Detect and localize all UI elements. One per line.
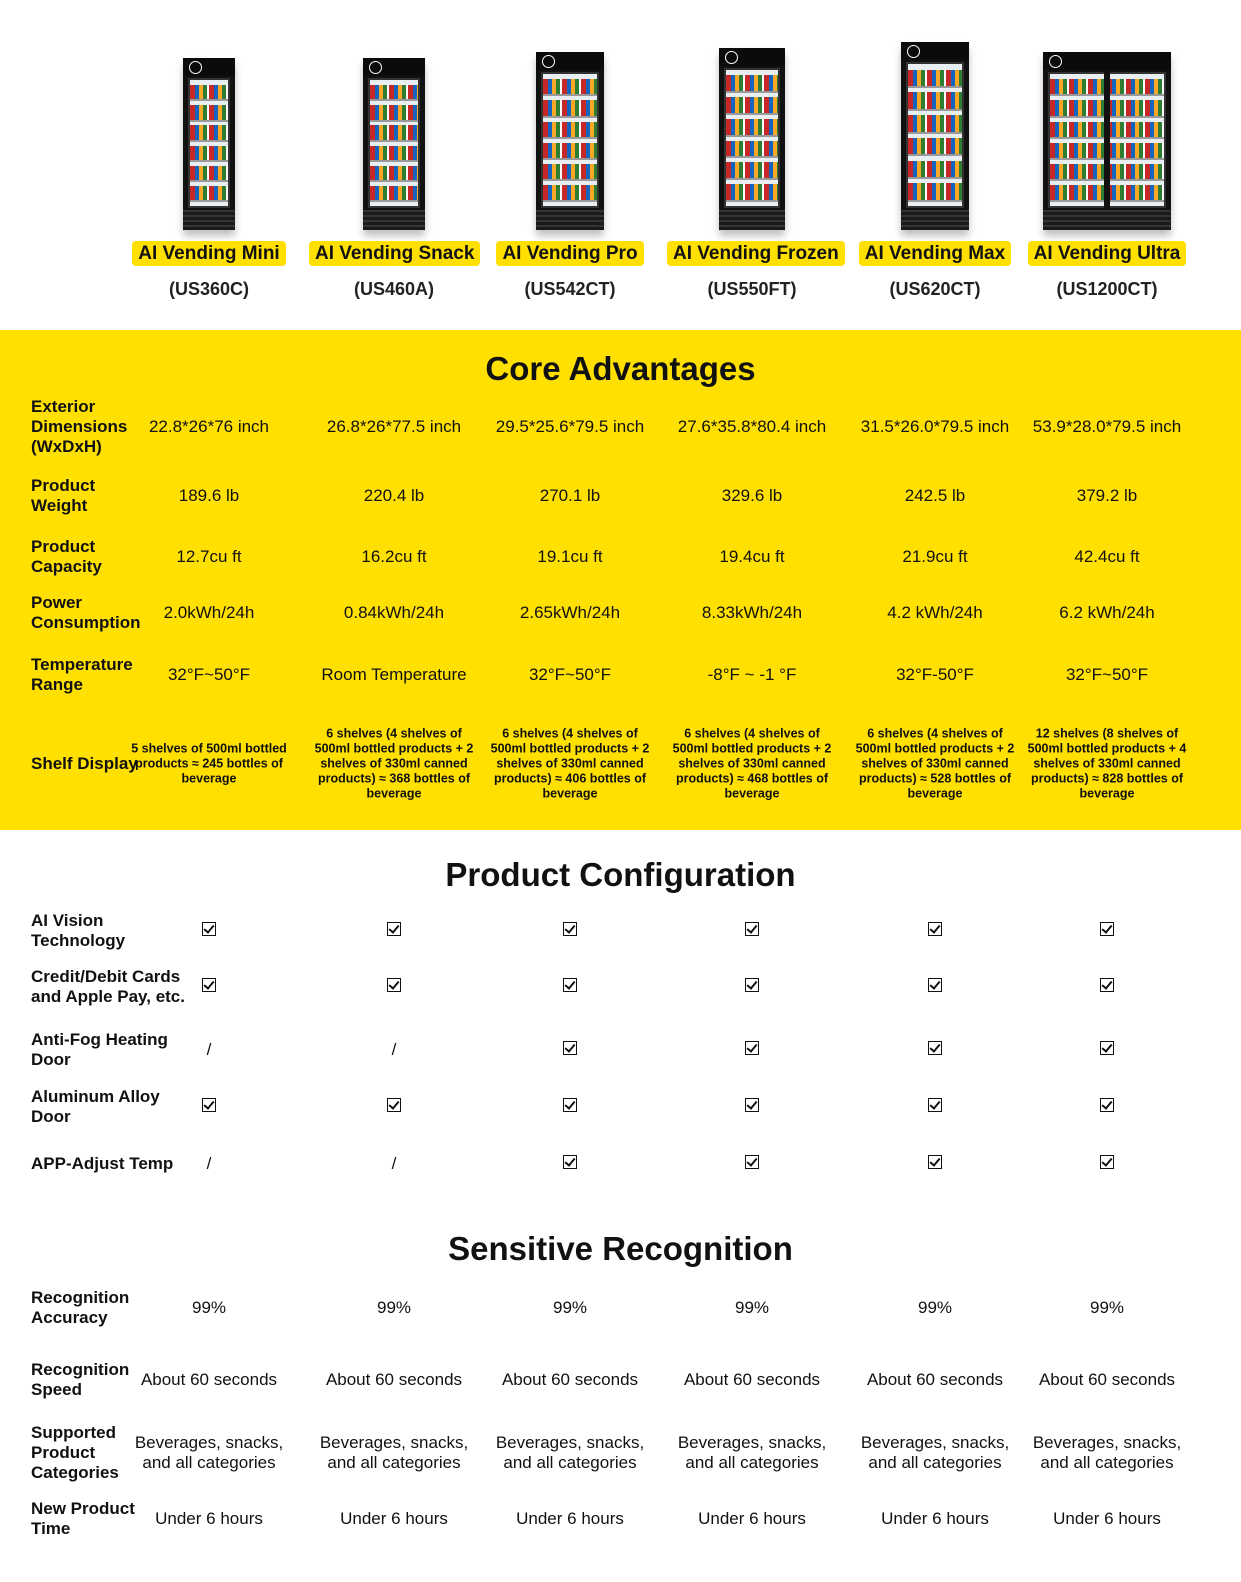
shelf-row — [908, 138, 962, 156]
table-cell: Beverages, snacks, and all categories — [1032, 1433, 1182, 1472]
checkbox-checked-icon — [563, 978, 577, 992]
table-cell: 26.8*26*77.5 inch — [326, 417, 462, 436]
checkbox-checked-icon — [387, 1098, 401, 1112]
shelf-row — [370, 186, 418, 202]
checkbox-checked-icon — [202, 978, 216, 992]
table-cell: 0.84kWh/24h — [343, 603, 445, 622]
shelf-row — [370, 105, 418, 121]
table-cell: 189.6 lb — [178, 486, 240, 505]
checkbox-checked-icon — [928, 1155, 942, 1169]
not-available-value: / — [206, 1040, 212, 1059]
product-name — [850, 243, 1020, 265]
table-cell: Under 6 hours — [155, 1509, 263, 1528]
vending-machine-image — [1043, 52, 1171, 230]
machine-base-vent — [536, 210, 604, 230]
table-cell — [667, 1040, 837, 1060]
vending-machine-image — [183, 58, 235, 230]
shelf-row — [370, 166, 418, 182]
product-configuration-title: Product Configuration — [445, 856, 796, 893]
glass-door — [724, 68, 780, 208]
row-label: Product Capacity — [31, 537, 102, 576]
door-divider — [1104, 72, 1110, 208]
shelf-row — [908, 70, 962, 88]
table-cell: Beverages, snacks, and all categories — [319, 1433, 469, 1472]
table-cell — [667, 1154, 837, 1174]
table-cell: 21.9cu ft — [902, 547, 968, 566]
table-cell: 22.8*26*76 inch — [148, 417, 270, 436]
brand-logo-icon — [189, 61, 202, 74]
product-image — [124, 30, 294, 230]
table-cell: 99% — [376, 1298, 412, 1317]
product-name — [667, 243, 837, 265]
table-cell: 99% — [552, 1298, 588, 1317]
table-cell — [309, 1154, 479, 1174]
shelf-row — [543, 100, 597, 117]
shelf-row — [543, 164, 597, 181]
table-cell: About 60 seconds — [1038, 1370, 1176, 1389]
table-cell: 2.65kWh/24h — [519, 603, 621, 622]
table-cell: 220.4 lb — [363, 486, 425, 505]
table-cell — [309, 1040, 479, 1060]
vending-machine-image — [363, 58, 425, 230]
table-cell — [124, 1154, 294, 1174]
glass-door — [541, 72, 599, 208]
shelf-row — [370, 125, 418, 141]
table-cell: 12.7cu ft — [176, 547, 242, 566]
shelf-row — [543, 143, 597, 160]
table-cell: About 60 seconds — [866, 1370, 1004, 1389]
row-label: Aluminum Alloy Door — [31, 1087, 160, 1126]
product-configuration-section — [0, 830, 1241, 1200]
checkbox-checked-icon — [745, 1155, 759, 1169]
core-advantages-title: Core Advantages — [485, 350, 756, 387]
checkbox-checked-icon — [928, 978, 942, 992]
shelf-row — [726, 75, 778, 93]
table-cell — [1022, 1097, 1192, 1117]
product-header — [0, 0, 1241, 330]
table-cell — [485, 1154, 655, 1174]
shelf-row — [543, 122, 597, 139]
vending-machine-image — [536, 52, 604, 230]
table-cell: 29.5*25.6*79.5 inch — [495, 417, 645, 436]
table-cell — [124, 977, 294, 997]
shelf-row — [190, 85, 228, 101]
table-cell: Under 6 hours — [340, 1509, 448, 1528]
product-model: (US1200CT) — [1056, 279, 1158, 299]
table-cell: 16.2cu ft — [361, 547, 427, 566]
product-model: (US542CT) — [524, 279, 616, 299]
table-cell: 42.4cu ft — [1074, 547, 1140, 566]
checkbox-checked-icon — [563, 1155, 577, 1169]
table-cell — [124, 1040, 294, 1060]
table-cell: 12 shelves (8 shelves of 500ml bottled products + 4 shelves of 330ml canned products) ≈ 828 bottles of beverage — [1027, 726, 1187, 801]
shelf-row — [370, 146, 418, 162]
checkbox-checked-icon — [745, 922, 759, 936]
table-cell: Room Temperature — [321, 665, 467, 684]
table-cell: 99% — [191, 1298, 227, 1317]
table-cell: 99% — [734, 1298, 770, 1317]
table-cell: Under 6 hours — [881, 1509, 989, 1528]
glass-door — [188, 78, 230, 208]
vending-machine-image — [901, 42, 969, 230]
row-label: Credit/Debit Cards and Apple Pay, etc. — [31, 967, 185, 1006]
table-cell: 32°F-50°F — [896, 665, 974, 684]
table-cell: Beverages, snacks, and all categories — [134, 1433, 284, 1472]
checkbox-checked-icon — [563, 922, 577, 936]
glass-door — [906, 62, 964, 208]
row-label: Exterior Dimensions (WxDxH) — [31, 397, 128, 456]
shelf-row — [726, 184, 778, 202]
table-cell — [309, 1097, 479, 1117]
product-name-label: AI Vending Mini — [132, 241, 285, 266]
row-label: Power Consumption — [31, 593, 141, 632]
row-label: New Product Time — [31, 1499, 135, 1538]
table-cell: 32°F~50°F — [167, 665, 251, 684]
checkbox-checked-icon — [745, 978, 759, 992]
machine-base-vent — [363, 210, 425, 230]
vending-machine-image — [719, 48, 785, 230]
table-cell: 2.0kWh/24h — [163, 603, 255, 622]
shelf-row — [543, 185, 597, 202]
machine-base-vent — [183, 210, 235, 230]
table-cell: 242.5 lb — [904, 486, 966, 505]
table-cell — [485, 1040, 655, 1060]
table-cell: 31.5*26.0*79.5 inch — [860, 417, 1010, 436]
table-cell: 6.2 kWh/24h — [1059, 603, 1155, 622]
row-label: Supported Product Categories — [31, 1423, 119, 1482]
product-name-label: AI Vending Snack — [309, 241, 480, 266]
checkbox-checked-icon — [1100, 1098, 1114, 1112]
table-cell: 6 shelves (4 shelves of 500ml bottled products + 2 shelves of 330ml canned products) ≈ 528 bottles of beverage — [855, 726, 1015, 801]
shelf-row — [190, 186, 228, 202]
brand-logo-icon — [725, 51, 738, 64]
shelf-row — [190, 125, 228, 141]
table-cell: About 60 seconds — [683, 1370, 821, 1389]
table-cell: 19.1cu ft — [537, 547, 603, 566]
product-name-label: AI Vending Frozen — [667, 241, 845, 266]
shelf-row — [726, 141, 778, 159]
brand-logo-icon — [1049, 55, 1062, 68]
product-model: (US550FT) — [707, 279, 797, 299]
machine-top-panel — [1043, 52, 1171, 70]
shelf-row — [908, 92, 962, 110]
table-cell — [124, 1097, 294, 1117]
table-cell — [1022, 977, 1192, 997]
table-cell: 329.6 lb — [721, 486, 783, 505]
table-cell — [667, 1097, 837, 1117]
checkbox-checked-icon — [1100, 1041, 1114, 1055]
table-cell: Under 6 hours — [1053, 1509, 1161, 1528]
shelf-row — [190, 166, 228, 182]
shelf-row — [908, 115, 962, 133]
checkbox-checked-icon — [1100, 978, 1114, 992]
not-available-value: / — [391, 1040, 397, 1059]
shelf-row — [726, 97, 778, 115]
checkbox-checked-icon — [745, 1041, 759, 1055]
product-image — [1022, 30, 1192, 230]
checkbox-checked-icon — [1100, 1155, 1114, 1169]
table-cell — [485, 921, 655, 941]
table-cell: About 60 seconds — [140, 1370, 278, 1389]
table-cell — [850, 1097, 1020, 1117]
shelf-row — [726, 119, 778, 137]
table-cell: 270.1 lb — [539, 486, 601, 505]
shelf-row — [370, 85, 418, 101]
checkbox-checked-icon — [202, 922, 216, 936]
brand-logo-icon — [369, 61, 382, 74]
row-label: AI Vision Technology — [31, 911, 126, 950]
table-cell: 32°F~50°F — [528, 665, 612, 684]
checkbox-checked-icon — [928, 922, 942, 936]
row-label: Recognition Speed — [31, 1360, 130, 1399]
product-column — [124, 0, 294, 330]
checkbox-checked-icon — [387, 922, 401, 936]
product-column — [309, 0, 479, 330]
machine-base-vent — [719, 210, 785, 230]
product-column — [1022, 0, 1192, 330]
row-label: Recognition Accuracy — [31, 1288, 130, 1327]
checkbox-checked-icon — [1100, 922, 1114, 936]
table-cell: Beverages, snacks, and all categories — [677, 1433, 827, 1472]
product-column — [850, 0, 1020, 330]
table-cell — [485, 1097, 655, 1117]
product-model: (US360C) — [168, 279, 250, 299]
table-cell — [667, 921, 837, 941]
product-image — [850, 30, 1020, 230]
table-cell — [850, 1040, 1020, 1060]
shelf-row — [908, 183, 962, 201]
table-cell — [309, 921, 479, 941]
shelf-row — [726, 162, 778, 180]
not-available-value: / — [391, 1154, 397, 1173]
product-model: (US460A) — [353, 279, 435, 299]
checkbox-checked-icon — [563, 1098, 577, 1112]
shelf-row — [190, 105, 228, 121]
product-column — [667, 0, 837, 330]
checkbox-checked-icon — [563, 1041, 577, 1055]
shelf-row — [908, 161, 962, 179]
product-name — [485, 243, 655, 265]
product-name — [1022, 243, 1192, 265]
checkbox-checked-icon — [928, 1041, 942, 1055]
checkbox-checked-icon — [745, 1098, 759, 1112]
row-label: APP-Adjust Temp — [31, 1154, 174, 1173]
product-name — [309, 243, 479, 265]
table-cell: 99% — [917, 1298, 953, 1317]
table-cell — [850, 1154, 1020, 1174]
table-cell: -8°F ~ -1 °F — [707, 665, 797, 684]
core-advantages-section — [0, 330, 1241, 830]
table-cell: 4.2 kWh/24h — [887, 603, 983, 622]
product-image — [309, 30, 479, 230]
table-cell — [1022, 1040, 1192, 1060]
product-name-label: AI Vending Max — [859, 241, 1011, 266]
table-cell — [124, 921, 294, 941]
table-cell — [850, 977, 1020, 997]
machine-base-vent — [1043, 210, 1171, 230]
product-image — [667, 30, 837, 230]
table-cell: Under 6 hours — [698, 1509, 806, 1528]
table-cell: Beverages, snacks, and all categories — [495, 1433, 645, 1472]
table-cell: 5 shelves of 500ml bottled products ≈ 245 bottles of beverage — [131, 741, 287, 786]
table-cell — [850, 921, 1020, 941]
table-cell: Beverages, snacks, and all categories — [860, 1433, 1010, 1472]
row-label: Anti-Fog Heating Door — [31, 1030, 168, 1069]
table-cell: 27.6*35.8*80.4 inch — [677, 417, 827, 436]
sensitive-recognition-section — [0, 1200, 1241, 1582]
product-column — [485, 0, 655, 330]
table-cell: 6 shelves (4 shelves of 500ml bottled products + 2 shelves of 330ml canned products) ≈ 406 bottles of beverage — [490, 726, 650, 801]
sensitive-recognition-title: Sensitive Recognition — [448, 1230, 793, 1267]
not-available-value: / — [206, 1154, 212, 1173]
table-cell: 8.33kWh/24h — [701, 603, 803, 622]
table-cell — [667, 977, 837, 997]
table-cell: About 60 seconds — [501, 1370, 639, 1389]
table-cell: 6 shelves (4 shelves of 500ml bottled products + 2 shelves of 330ml canned products) ≈ 468 bottles of beverage — [672, 726, 832, 801]
checkbox-checked-icon — [928, 1098, 942, 1112]
product-name-label: AI Vending Ultra — [1028, 241, 1187, 266]
table-cell — [485, 977, 655, 997]
shelf-row — [190, 146, 228, 162]
row-label: Product Weight — [31, 476, 96, 515]
glass-door — [368, 78, 420, 208]
table-cell: 53.9*28.0*79.5 inch — [1032, 417, 1182, 436]
shelf-row — [543, 79, 597, 96]
table-cell: 6 shelves (4 shelves of 500ml bottled products + 2 shelves of 330ml canned products) ≈ 368 bottles of beverage — [314, 726, 474, 801]
product-image — [485, 30, 655, 230]
machine-base-vent — [901, 210, 969, 230]
checkbox-checked-icon — [387, 978, 401, 992]
product-name — [124, 243, 294, 265]
checkbox-checked-icon — [202, 1098, 216, 1112]
table-cell: 32°F~50°F — [1065, 665, 1149, 684]
table-cell: 379.2 lb — [1076, 486, 1138, 505]
table-cell: About 60 seconds — [325, 1370, 463, 1389]
product-model: (US620CT) — [889, 279, 981, 299]
row-label: Shelf Display — [31, 754, 138, 773]
table-cell — [1022, 921, 1192, 941]
row-label: Temperature Range — [31, 655, 133, 694]
table-cell: Under 6 hours — [516, 1509, 624, 1528]
table-cell — [309, 977, 479, 997]
brand-logo-icon — [907, 45, 920, 58]
table-cell: 99% — [1089, 1298, 1125, 1317]
product-name-label: AI Vending Pro — [496, 241, 643, 266]
brand-logo-icon — [542, 55, 555, 68]
table-cell: 19.4cu ft — [719, 547, 785, 566]
table-cell — [1022, 1154, 1192, 1174]
